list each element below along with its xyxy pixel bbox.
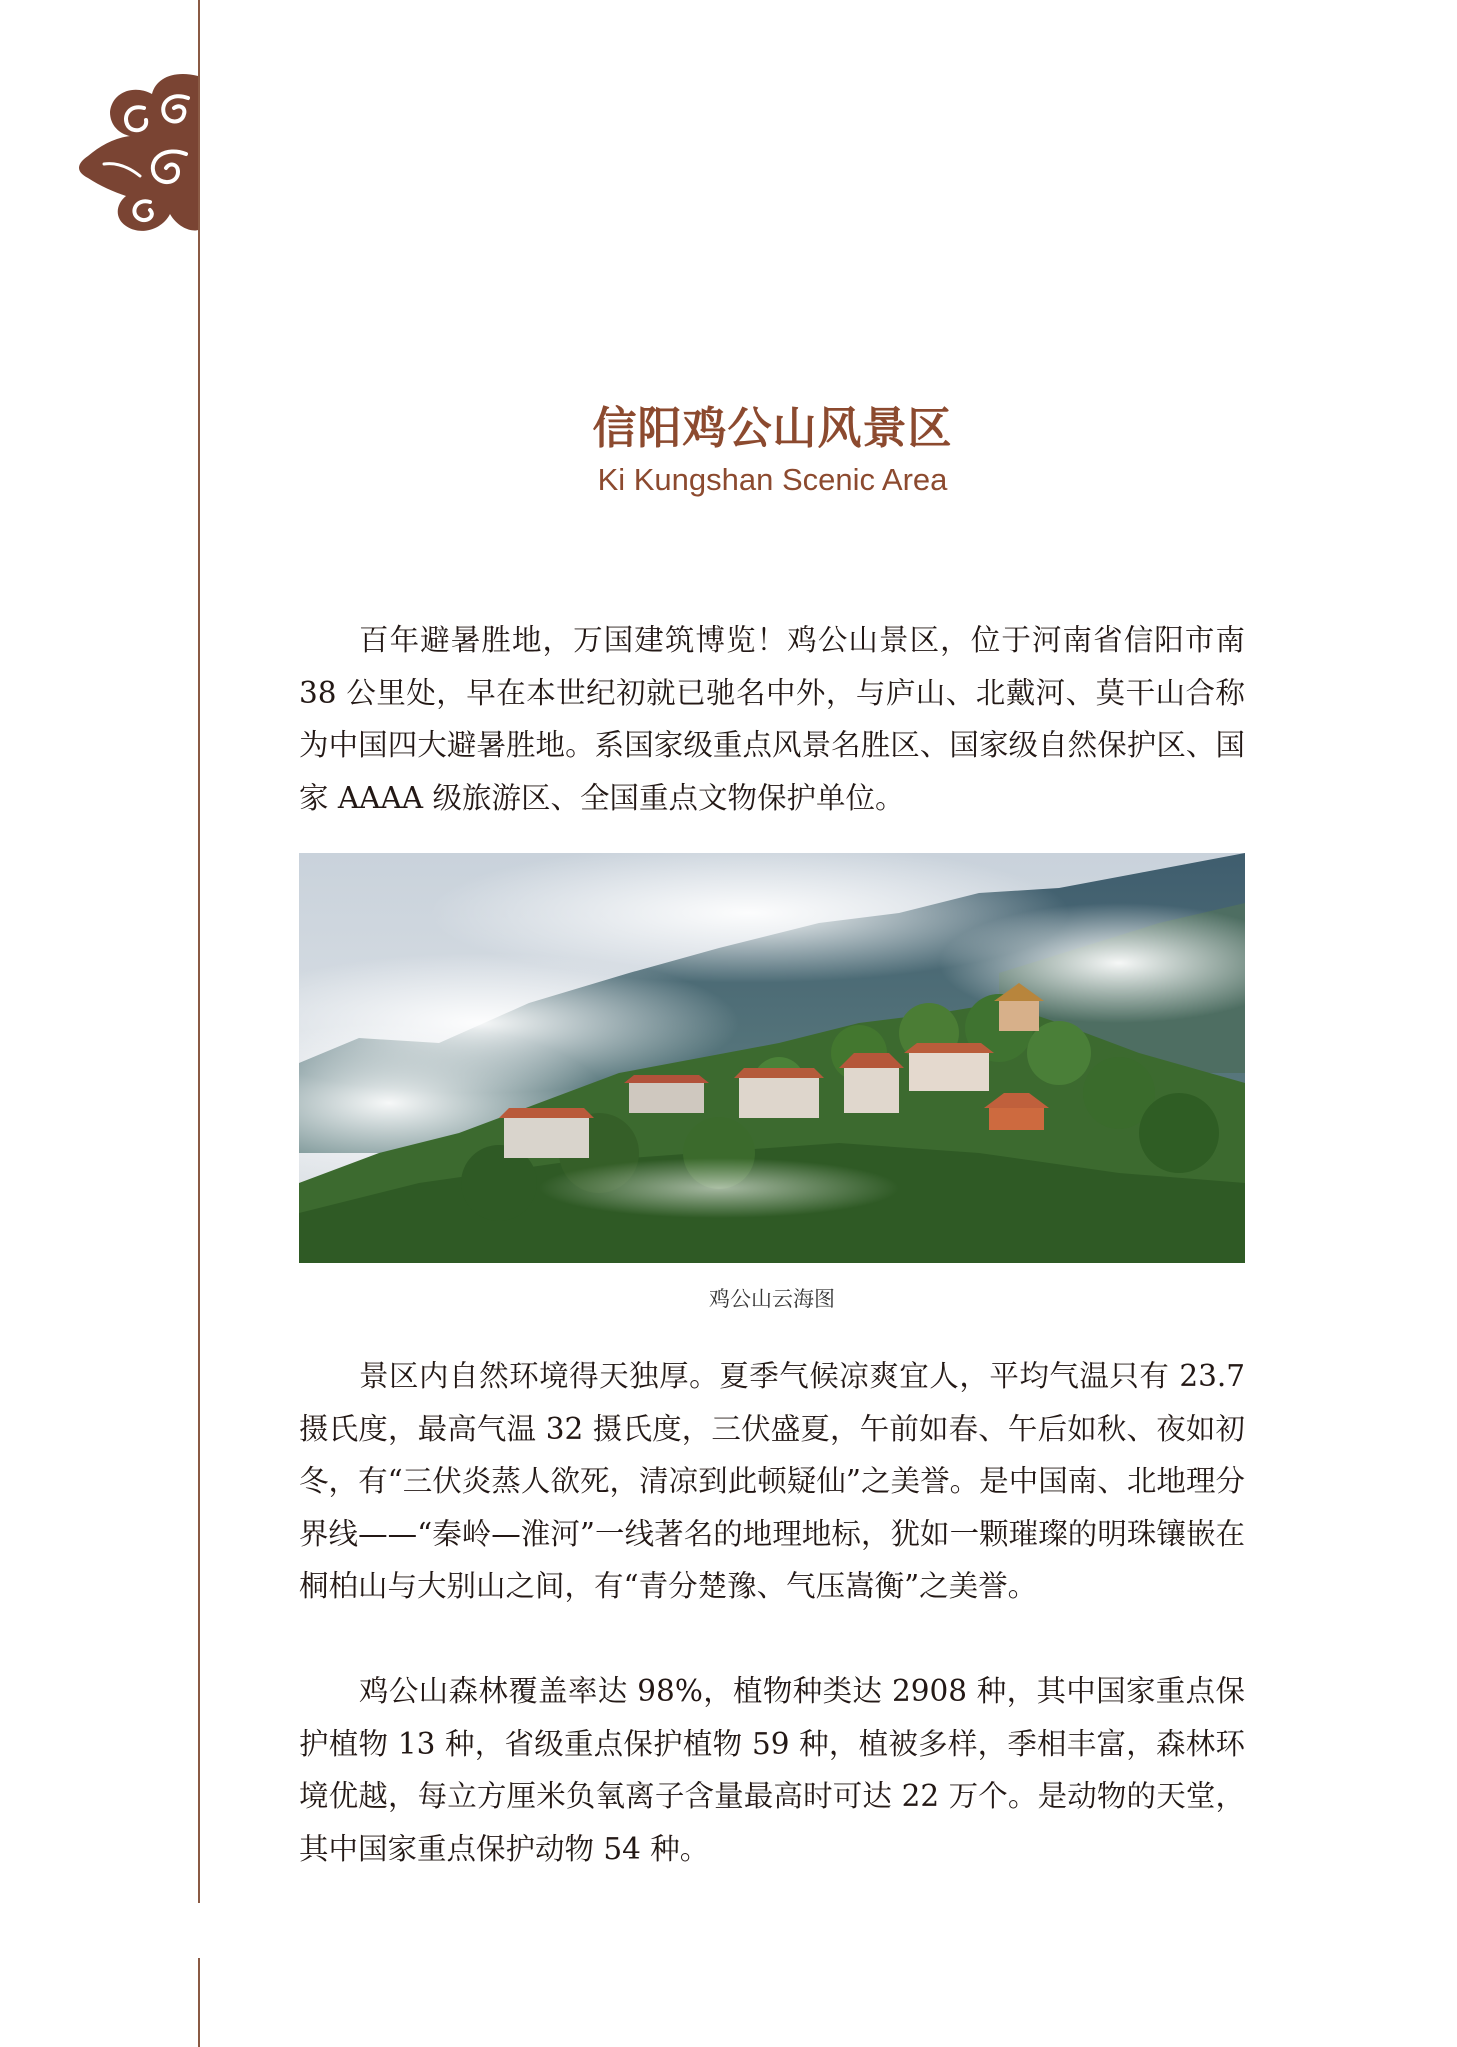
mountain-cloud-photo: [299, 853, 1245, 1263]
page-subtitle: Ki Kungshan Scenic Area: [597, 462, 948, 497]
auspicious-cloud-icon: [74, 68, 202, 238]
page-title: 信阳鸡公山风景区: [592, 403, 953, 454]
margin-rule: [198, 0, 200, 1903]
margin-rule-lower: [198, 1958, 200, 2047]
climate-paragraph: 景区内自然环境得天独厚。夏季气候凉爽宜人，平均气温只有 23.7 摄氏度，最高气温 32 摄氏度，三伏盛夏，午前如春、午后如秋、夜如初冬，有“三伏炎蒸人欲死，清凉到此顿疑仙”之美誉。是中国南、北地理分界线——“秦岭—淮河”一线著名的地理地标，犹如一颗璀璨的明珠镶嵌在桐柏山与大别山之间，有“青分楚豫、气压嵩衡”之美誉。: [299, 1359, 1245, 1603]
forest-paragraph: 鸡公山森林覆盖率达 98%，植物种类达 2908 种，其中国家重点保护植物 13 种，省级重点保护植物 59 种，植被多样，季相丰富，森林环境优越，每立方厘米负氧离子含量最高时可达 22 万个。是动物的天堂，其中国家重点保护动物 54 种。: [299, 1674, 1245, 1866]
intro-paragraph: 百年避暑胜地，万国建筑博览！鸡公山景区，位于河南省信阳市南 38 公里处，早在本世纪初就已驰名中外，与庐山、北戴河、莫干山合称为中国四大避暑胜地。系国家级重点风景名胜区、国家级自然保护区、国家 AAAA 级旅游区、全国重点文物保护单位。: [299, 623, 1245, 815]
photo-caption: 鸡公山云海图: [709, 1287, 835, 1311]
